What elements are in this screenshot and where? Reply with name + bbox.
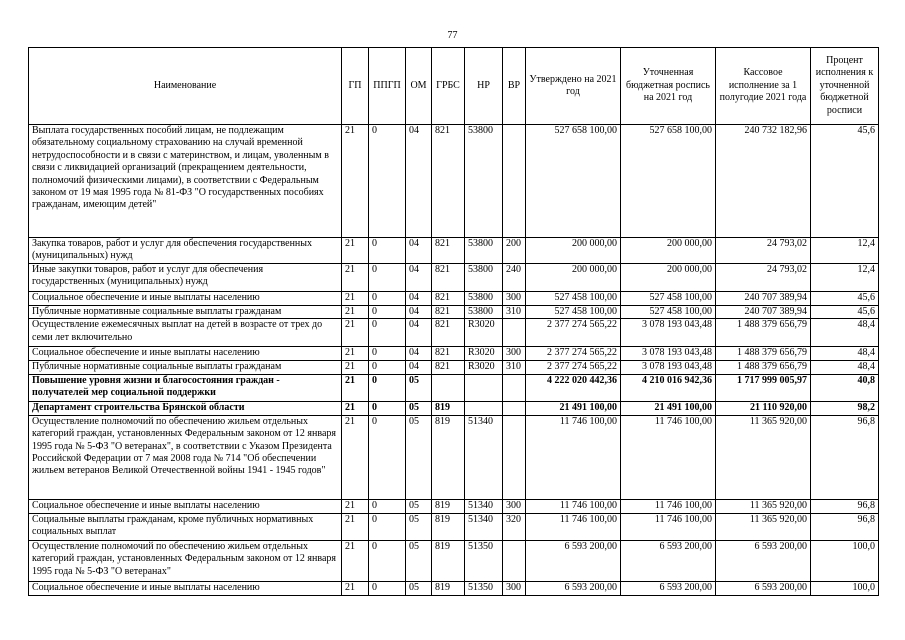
gp-cell: 21 [342,415,369,499]
percent-cell: 96,8 [811,499,879,513]
table-row [29,513,879,540]
grbs-cell: 819 [432,581,465,595]
percent-cell: 12,4 [811,238,879,264]
np-cell: R3020 [465,319,503,347]
name-cell: Социальное обеспечение и иные выплаты населению [29,581,342,595]
vr-cell: 300 [503,292,526,306]
om-cell: 04 [406,125,432,238]
grbs-cell: 819 [432,401,465,415]
revised-cell: 6 593 200,00 [621,540,716,581]
ppgp-cell: 0 [369,264,406,292]
percent-cell: 45,6 [811,125,879,238]
revised-cell: 527 458 100,00 [621,292,716,306]
approved-cell: 200 000,00 [526,238,621,264]
percent-cell: 45,6 [811,292,879,306]
ppgp-cell: 0 [369,125,406,238]
table-row [29,401,879,415]
vr-cell [503,319,526,347]
vr-cell [503,415,526,499]
header-approved: Утверждено на 2021 год [526,48,621,125]
name-cell: Социальное обеспечение и иные выплаты населению [29,499,342,513]
revised-cell: 11 746 100,00 [621,513,716,540]
cash-cell: 240 707 389,94 [716,292,811,306]
vr-cell: 200 [503,238,526,264]
gp-cell: 21 [342,540,369,581]
vr-cell: 300 [503,499,526,513]
om-cell: 05 [406,374,432,401]
cash-cell: 11 365 920,00 [716,499,811,513]
ppgp-cell: 0 [369,361,406,374]
np-cell [465,401,503,415]
table-row [29,499,879,513]
table-row [29,238,879,264]
cash-cell: 11 365 920,00 [716,513,811,540]
om-cell: 04 [406,347,432,361]
ppgp-cell: 0 [369,374,406,401]
header-vr: ВР [503,48,526,125]
om-cell: 05 [406,499,432,513]
table-row [29,264,879,292]
revised-cell: 3 078 193 043,48 [621,319,716,347]
name-cell: Осуществление полномочий по обеспечению жильем отдельных категорий граждан, установленных Федеральным законом от 12 января 1995 года № 5-ФЗ "О ветеранах" [29,540,342,581]
approved-cell: 527 658 100,00 [526,125,621,238]
gp-cell: 21 [342,401,369,415]
table-row [29,540,879,581]
header-grbs: ГРБС [432,48,465,125]
percent-cell: 100,0 [811,581,879,595]
gp-cell: 21 [342,347,369,361]
percent-cell: 98,2 [811,401,879,415]
np-cell: R3020 [465,361,503,374]
np-cell: 53800 [465,292,503,306]
vr-cell: 240 [503,264,526,292]
revised-cell: 6 593 200,00 [621,581,716,595]
grbs-cell: 821 [432,347,465,361]
vr-cell: 320 [503,513,526,540]
gp-cell: 21 [342,581,369,595]
approved-cell: 11 746 100,00 [526,513,621,540]
om-cell: 04 [406,361,432,374]
np-cell: 51340 [465,499,503,513]
name-cell: Осуществление полномочий по обеспечению жильем отдельных категорий граждан, установленных Федеральным законом от 12 января 1995 года № 5-ФЗ "О ветеранах", в соответствии с Указом Президента Российской Федерации от 7 мая 2008 года № 714 "Об обеспечении жильем ветеранов Великой Отечественной войны 1941 - 1945 годов" [29,415,342,499]
grbs-cell: 821 [432,125,465,238]
ppgp-cell: 0 [369,238,406,264]
vr-cell [503,401,526,415]
table-row [29,319,879,347]
percent-cell: 12,4 [811,264,879,292]
om-cell: 05 [406,401,432,415]
cash-cell: 1 488 379 656,79 [716,319,811,347]
cash-cell: 24 793,02 [716,238,811,264]
grbs-cell: 819 [432,415,465,499]
revised-cell: 11 746 100,00 [621,499,716,513]
approved-cell: 2 377 274 565,22 [526,347,621,361]
cash-cell: 6 593 200,00 [716,581,811,595]
ppgp-cell: 0 [369,415,406,499]
approved-cell: 4 222 020 442,36 [526,374,621,401]
budget-table [28,47,879,596]
grbs-cell: 819 [432,499,465,513]
grbs-cell: 821 [432,264,465,292]
approved-cell: 6 593 200,00 [526,540,621,581]
np-cell: 51340 [465,513,503,540]
ppgp-cell: 0 [369,581,406,595]
name-cell: Выплата государственных пособий лицам, не подлежащим обязательному социальному страхованию на случай временной нетрудоспособности и в связи с материнством, и лицам, уволенным в связи с ликвидацией организаций (прекращением деятельности, полномочий физическими лицами), в соответствии с Федеральным законом от 19 мая 1995 года № 81-ФЗ "О государственных пособиях гражданам, имеющим детей" [29,125,342,238]
vr-cell: 310 [503,361,526,374]
grbs-cell: 821 [432,306,465,319]
table-row [29,347,879,361]
revised-cell: 200 000,00 [621,238,716,264]
cash-cell: 240 732 182,96 [716,125,811,238]
ppgp-cell: 0 [369,540,406,581]
revised-cell: 527 458 100,00 [621,306,716,319]
cash-cell: 1 717 999 005,97 [716,374,811,401]
om-cell: 05 [406,581,432,595]
table-row [29,581,879,595]
ppgp-cell: 0 [369,319,406,347]
cash-cell: 6 593 200,00 [716,540,811,581]
gp-cell: 21 [342,306,369,319]
table-body [29,125,879,596]
header-revised: Уточненная бюджетная роспись на 2021 год [621,48,716,125]
om-cell: 05 [406,540,432,581]
header-np: НР [465,48,503,125]
om-cell: 04 [406,306,432,319]
gp-cell: 21 [342,499,369,513]
percent-cell: 40,8 [811,374,879,401]
np-cell: 51350 [465,540,503,581]
approved-cell: 2 377 274 565,22 [526,361,621,374]
percent-cell: 96,8 [811,415,879,499]
np-cell: 51350 [465,581,503,595]
vr-cell: 310 [503,306,526,319]
grbs-cell: 819 [432,540,465,581]
ppgp-cell: 0 [369,292,406,306]
page-number: 77 [447,30,458,41]
table-row [29,415,879,499]
np-cell: 53800 [465,306,503,319]
gp-cell: 21 [342,361,369,374]
ppgp-cell: 0 [369,306,406,319]
percent-cell: 45,6 [811,306,879,319]
np-cell: 53800 [465,238,503,264]
om-cell: 04 [406,238,432,264]
percent-cell: 48,4 [811,319,879,347]
name-cell: Иные закупки товаров, работ и услуг для обеспечения государственных (муниципальных) нужд [29,264,342,292]
grbs-cell: 821 [432,319,465,347]
np-cell [465,374,503,401]
grbs-cell [432,374,465,401]
name-cell: Социальные выплаты гражданам, кроме публичных нормативных социальных выплат [29,513,342,540]
gp-cell: 21 [342,513,369,540]
vr-cell: 300 [503,581,526,595]
approved-cell: 527 458 100,00 [526,292,621,306]
revised-cell: 11 746 100,00 [621,415,716,499]
gp-cell: 21 [342,125,369,238]
name-cell: Публичные нормативные социальные выплаты гражданам [29,306,342,319]
table-row [29,125,879,238]
approved-cell: 200 000,00 [526,264,621,292]
name-cell: Департамент строительства Брянской области [29,401,342,415]
np-cell: 53800 [465,125,503,238]
cash-cell: 11 365 920,00 [716,415,811,499]
np-cell: 51340 [465,415,503,499]
np-cell: R3020 [465,347,503,361]
cash-cell: 1 488 379 656,79 [716,361,811,374]
header-gp: ГП [342,48,369,125]
approved-cell: 2 377 274 565,22 [526,319,621,347]
percent-cell: 48,4 [811,361,879,374]
om-cell: 04 [406,319,432,347]
header-name: Наименование [29,48,342,125]
vr-cell: 300 [503,347,526,361]
revised-cell: 3 078 193 043,48 [621,361,716,374]
name-cell: Закупка товаров, работ и услуг для обеспечения государственных (муниципальных) нужд [29,238,342,264]
percent-cell: 96,8 [811,513,879,540]
grbs-cell: 821 [432,238,465,264]
approved-cell: 11 746 100,00 [526,415,621,499]
revised-cell: 4 210 016 942,36 [621,374,716,401]
approved-cell: 21 491 100,00 [526,401,621,415]
approved-cell: 6 593 200,00 [526,581,621,595]
ppgp-cell: 0 [369,401,406,415]
header-percent: Процент исполнения к уточненной бюджетной росписи [811,48,879,125]
om-cell: 05 [406,513,432,540]
cash-cell: 24 793,02 [716,264,811,292]
grbs-cell: 819 [432,513,465,540]
table-row [29,306,879,319]
vr-cell [503,374,526,401]
gp-cell: 21 [342,374,369,401]
table-row [29,374,879,401]
gp-cell: 21 [342,238,369,264]
revised-cell: 527 658 100,00 [621,125,716,238]
revised-cell: 21 491 100,00 [621,401,716,415]
gp-cell: 21 [342,319,369,347]
np-cell: 53800 [465,264,503,292]
om-cell: 05 [406,415,432,499]
table-header-row [29,48,879,125]
om-cell: 04 [406,292,432,306]
om-cell: 04 [406,264,432,292]
header-ppgp: ППГП [369,48,406,125]
cash-cell: 240 707 389,94 [716,306,811,319]
name-cell: Повышение уровня жизни и благосостояния граждан - получателей мер социальной поддержки [29,374,342,401]
revised-cell: 3 078 193 043,48 [621,347,716,361]
gp-cell: 21 [342,264,369,292]
cash-cell: 21 110 920,00 [716,401,811,415]
ppgp-cell: 0 [369,499,406,513]
percent-cell: 100,0 [811,540,879,581]
vr-cell [503,125,526,238]
name-cell: Осуществление ежемесячных выплат на детей в возрасте от трех до семи лет включительно [29,319,342,347]
header-cash: Кассовое исполнение за 1 полугодие 2021 года [716,48,811,125]
cash-cell: 1 488 379 656,79 [716,347,811,361]
percent-cell: 48,4 [811,347,879,361]
table-row [29,361,879,374]
grbs-cell: 821 [432,292,465,306]
name-cell: Социальное обеспечение и иные выплаты населению [29,292,342,306]
header-om: ОМ [406,48,432,125]
name-cell: Социальное обеспечение и иные выплаты населению [29,347,342,361]
name-cell: Публичные нормативные социальные выплаты гражданам [29,361,342,374]
ppgp-cell: 0 [369,513,406,540]
approved-cell: 527 458 100,00 [526,306,621,319]
vr-cell [503,540,526,581]
revised-cell: 200 000,00 [621,264,716,292]
gp-cell: 21 [342,292,369,306]
table-row [29,292,879,306]
ppgp-cell: 0 [369,347,406,361]
approved-cell: 11 746 100,00 [526,499,621,513]
grbs-cell: 821 [432,361,465,374]
